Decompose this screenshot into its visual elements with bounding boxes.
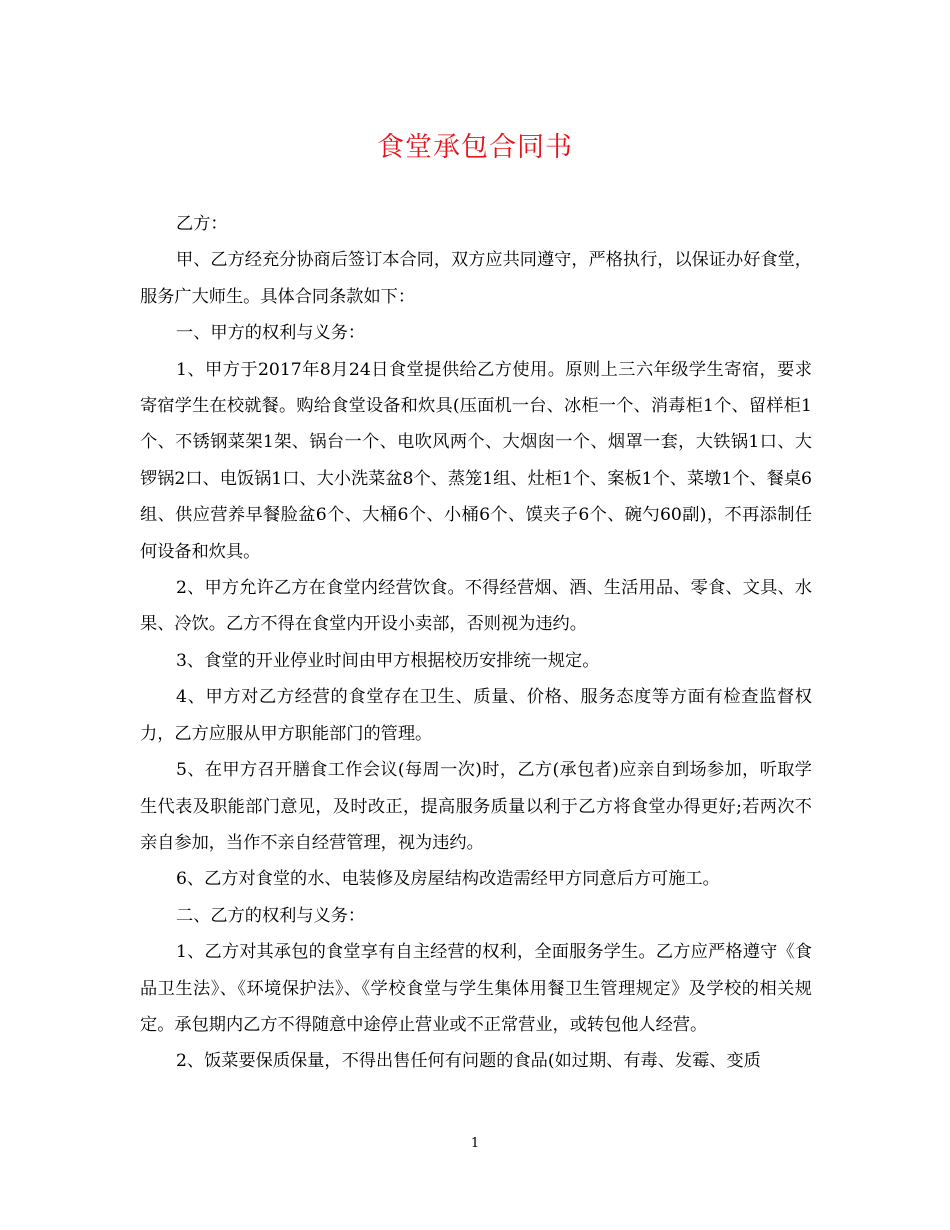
clause-b2: 2、饭菜要保质保量，不得出售任何有问题的食品(如过期、有毒、发霉、变质 (176, 1051, 761, 1072)
document-body (140, 206, 812, 1080)
party-b-line: 乙方： (176, 214, 228, 234)
document-title: 食堂承包合同书 (377, 132, 573, 163)
preamble-paragraph: 甲、乙方经充分协商后签订本合同，双方应共同遵守，严格执行，以保证办好食堂，服务广大师生。具体合同条款如下： (140, 250, 812, 307)
clause-a5: 5、在甲方召开膳食工作会议(每周一次)时，乙方(承包者)应亲自到场参加，听取学生代表及职能部门意见，及时改正，提高服务质量以利于乙方将食堂办得更好;若两次不亲自参加，当作不亲自经营管理，视为违约。 (140, 760, 812, 853)
clause-a1: 1、甲方于2017年8月24日食堂提供给乙方使用。原则上三六年级学生寄宿，要求寄宿学生在校就餐。购给食堂设备和炊具(压面机一台、冰柜一个、消毒柜1个、留样柜1个、不锈钢菜架1架、锅台一个、电吹风两个、大烟囱一个、烟罩一套，大铁锅1口、大锣锅2口、电饭锅1口、大小洗菜盆8个、蒸笼1组、灶柜1个、案板1个、菜墩1个、餐桌6组、供应营养早餐脸盆6个、大桶6个、小桶6个、馍夹子6个、碗勺60副)，不再添制任何设备和炊具。 (140, 359, 812, 562)
clause-a2: 2、甲方允许乙方在食堂内经营饮食。不得经营烟、酒、生活用品、零食、文具、水果、冷饮。乙方不得在食堂内开设小卖部，否则视为违约。 (140, 578, 812, 635)
clause-b1: 1、乙方对其承包的食堂享有自主经营的权利，全面服务学生。乙方应严格遵守《食品卫生法》、《环境保护法》、《学校食堂与学生集体用餐卫生管理规定》及学校的相关规定。承包期内乙方不得随意中途停止营业或不正常营业，或转包他人经营。 (140, 942, 812, 1035)
clause-a4: 4、甲方对乙方经营的食堂存在卫生、质量、价格、服务态度等方面有检查监督权力，乙方应服从甲方职能部门的管理。 (140, 687, 812, 744)
section-heading-party-b: 二、乙方的权利与义务： (176, 905, 366, 926)
clause-a6: 6、乙方对食堂的水、电装修及房屋结构改造需经甲方同意后方可施工。 (176, 869, 720, 890)
page-number: 1 (470, 1136, 480, 1151)
section-heading-party-a: 一、甲方的权利与义务： (176, 323, 366, 344)
clause-a3: 3、食堂的开业停业时间由甲方根据校历安排统一规定。 (176, 650, 600, 671)
